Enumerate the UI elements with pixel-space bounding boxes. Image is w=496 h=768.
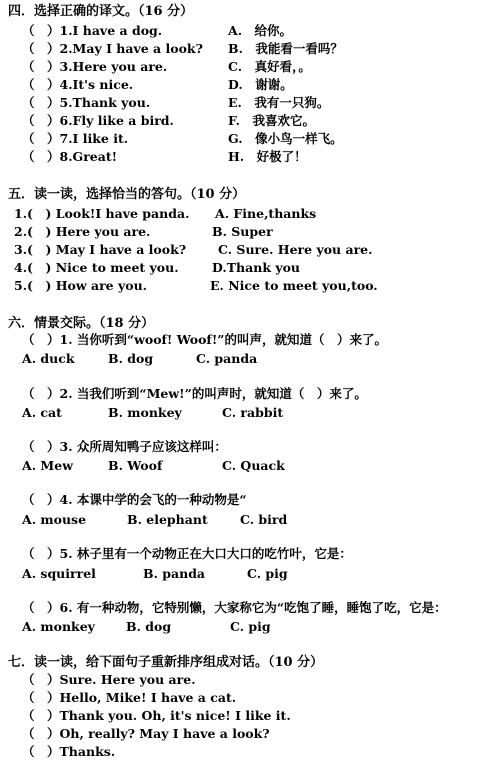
s6-q6-option-b: B. dog <box>126 619 172 634</box>
s4-option-a: A. 给你。 <box>228 23 293 38</box>
s6-question-5: （ ）5. 林子里有一个动物正在大口大口的吃竹叶，它是： <box>22 546 352 561</box>
s4-option-c: C. 真好看，。 <box>228 59 311 74</box>
s5-question-3: 3.( ) May I have a look? <box>14 242 187 257</box>
s5-question-4: 4.( ) Nice to meet you. <box>14 260 179 275</box>
section-5-title: 五．读一读，选择恰当的答句。（10 分） <box>8 187 246 202</box>
s7-line-4: （ ）Oh, really? May I have a look? <box>22 726 270 741</box>
s6-q3-option-b: B. Woof <box>108 458 163 473</box>
s6-q6-option-c: C. pig <box>230 619 271 634</box>
section-4-title: 四．选择正确的译文。（16 分） <box>8 4 194 19</box>
s4-question-7: （ ）7.I like it. <box>22 131 129 146</box>
s5-answer-e: E. Nice to meet you,too. <box>210 278 378 293</box>
s5-answer-b: B. Super <box>212 224 273 239</box>
s6-q1-option-a: A. duck <box>22 351 75 366</box>
s4-option-d: D. 谢谢。 <box>228 77 293 92</box>
s6-q2-option-a: A. cat <box>22 405 62 420</box>
s4-option-e: E. 我有一只狗。 <box>228 95 330 110</box>
s5-answer-a: A. Fine,thanks <box>215 206 317 221</box>
s6-question-3: （ ）3. 众所周知鸭子应该这样叫： <box>22 439 227 454</box>
s6-q3-option-c: C. Quack <box>222 458 285 473</box>
section-6-title: 六．情景交际。（18 分） <box>8 316 155 331</box>
s4-question-8: （ ）8.Great! <box>22 149 118 164</box>
s6-question-4: （ ）4. 本课中学的会飞的一种动物是“ <box>22 492 247 507</box>
s5-question-1: 1.( ) Look!I have panda. <box>14 206 190 221</box>
s6-q4-option-b: B. elephant <box>127 512 208 527</box>
s6-question-1: （ ）1. 当你听到“woof! Woof!”的叫声，就知道（ ）来了。 <box>22 332 387 347</box>
s6-q4-option-c: C. bird <box>240 512 288 527</box>
s4-option-g: G. 像小鸟一样飞。 <box>228 131 343 146</box>
s4-option-b: B. 我能看一看吗？ <box>228 41 343 56</box>
s6-q2-option-b: B. monkey <box>108 405 182 420</box>
s6-q4-option-a: A. mouse <box>22 512 87 527</box>
s4-question-2: （ ）2.May I have a look? <box>22 41 203 56</box>
s4-option-f: F. 我喜欢它。 <box>228 113 315 128</box>
s5-question-5: 5.( ) How are you. <box>14 278 148 293</box>
s6-q5-option-b: B. panda <box>143 566 206 581</box>
s6-question-6: （ ）6. 有一种动物，它特别懒，大家称它为“吃饱了睡，睡饱了吃，它是： <box>22 600 447 615</box>
s5-answer-d: D.Thank you <box>212 260 301 275</box>
s6-q5-option-c: C. pig <box>247 566 288 581</box>
s7-line-1: （ ）Sure. Here you are. <box>22 672 196 687</box>
s6-q1-option-b: B. dog <box>108 351 154 366</box>
s6-q2-option-c: C. rabbit <box>222 405 284 420</box>
s6-q3-option-a: A. Mew <box>22 458 73 473</box>
s4-option-h: H. 好极了！ <box>228 149 307 164</box>
s5-answer-c: C. Sure. Here you are. <box>218 242 373 257</box>
s6-q6-option-a: A. monkey <box>22 619 95 634</box>
s4-question-1: （ ）1.I have a dog. <box>22 23 163 38</box>
s7-line-5: （ ）Thanks. <box>22 744 116 759</box>
s4-question-3: （ ）3.Here you are. <box>22 59 168 74</box>
s6-question-2: （ ）2. 当我们听到“Mew!”的叫声时，就知道（ ）来了。 <box>22 386 367 401</box>
s4-question-4: （ ）4.It's nice. <box>22 77 134 92</box>
s6-q5-option-a: A. squirrel <box>22 566 96 581</box>
s5-question-2: 2.( ) Here you are. <box>14 224 151 239</box>
s7-line-3: （ ）Thank you. Oh, it's nice! I like it. <box>22 708 291 723</box>
s7-line-2: （ ）Hello, Mike! I have a cat. <box>22 690 237 705</box>
s4-question-6: （ ）6.Fly like a bird. <box>22 113 174 128</box>
s6-q1-option-c: C. panda <box>196 351 258 366</box>
section-7-title: 七．读一读，给下面句子重新排序组成对话。（10 分） <box>8 655 324 670</box>
s4-question-5: （ ）5.Thank you. <box>22 95 151 110</box>
